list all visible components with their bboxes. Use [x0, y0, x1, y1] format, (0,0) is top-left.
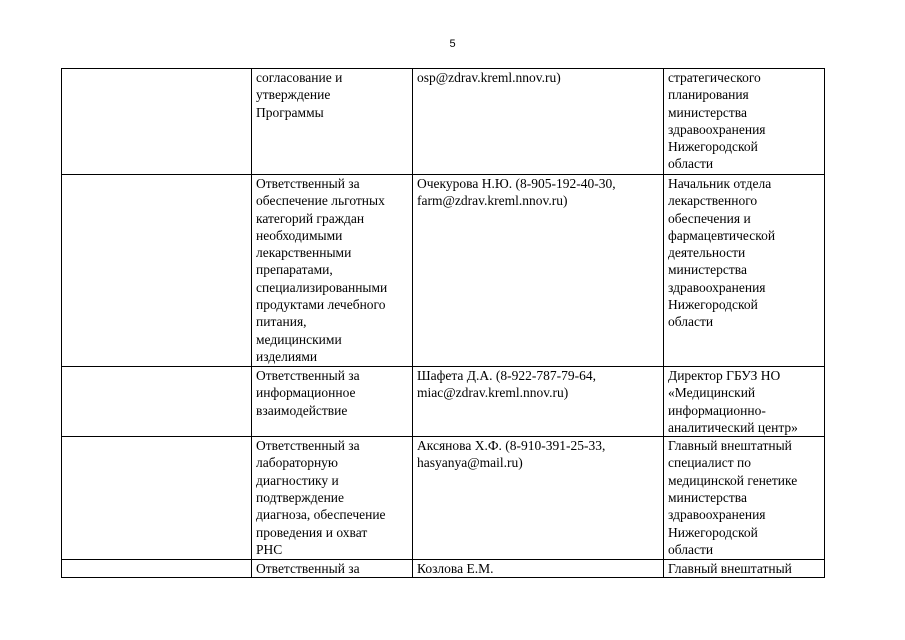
- cell-text-line: диагностику и: [256, 472, 339, 488]
- role-cell: [252, 437, 413, 560]
- cell-text-line: лекарственного: [668, 193, 758, 209]
- cell-text-line: взаимодействие: [256, 402, 348, 418]
- role-cell: [252, 560, 413, 578]
- cell-text-line: проведения и охват: [256, 524, 368, 540]
- table-row: [62, 560, 825, 578]
- cell-text-line: farm@zdrav.kreml.nnov.ru): [417, 193, 568, 209]
- cell-text-line: Шафета Д.А. (8-922-787-79-64,: [417, 368, 596, 383]
- cell-text-line: здравоохранения: [668, 121, 766, 137]
- cell-text-line: стратегического: [668, 70, 761, 85]
- contact-cell: [413, 560, 664, 578]
- cell-text-line: hasyanya@mail.ru): [417, 455, 523, 471]
- role-cell: [252, 175, 413, 367]
- cell-text-line: Нижегородской: [668, 297, 758, 313]
- cell-text-line: здравоохранения: [668, 507, 766, 523]
- cell-text-line: здравоохранения: [668, 279, 766, 295]
- cell-text-line: Очекурова Н.Ю. (8-905-192-40-30,: [417, 176, 616, 191]
- responsibility-table: [61, 68, 825, 578]
- cell-text-line: медицинской генетике: [668, 472, 798, 488]
- table-body: [62, 69, 825, 578]
- cell-text-line: Программы: [256, 104, 324, 120]
- cell-text-line: Главный внештатный: [668, 561, 792, 577]
- cell-text-line: специализированными: [256, 279, 388, 295]
- cell-text-line: Начальник отдела: [668, 176, 772, 191]
- cell-text-line: министерства: [668, 262, 747, 278]
- table-row: [62, 175, 825, 367]
- cell-text-line: miac@zdrav.kreml.nnov.ru): [417, 385, 569, 401]
- cell-text-line: Ответственный за: [256, 176, 360, 191]
- cell-text-line: области: [668, 541, 714, 557]
- contact-cell: [413, 367, 664, 437]
- position-cell: [664, 560, 825, 578]
- cell-text-line: продуктами лечебного: [256, 297, 386, 313]
- cell-text-line: лекарственными: [256, 245, 352, 261]
- cell-text-line: министерства: [668, 104, 747, 120]
- cell-text-line: Козлова Е.М.: [417, 561, 494, 577]
- cell-text-line: Директор ГБУЗ НО: [668, 368, 781, 383]
- cell-text-line: обеспечение льготных: [256, 193, 385, 209]
- cell-text-line: специалист по: [668, 455, 751, 471]
- empty-cell: [62, 175, 252, 367]
- table-row: [62, 69, 825, 175]
- cell-text-line: фармацевтической: [668, 227, 776, 243]
- table-row: [62, 437, 825, 560]
- position-cell: [664, 367, 825, 437]
- empty-cell: [62, 69, 252, 175]
- cell-text-line: Главный внештатный: [668, 438, 792, 454]
- empty-cell: [62, 437, 252, 560]
- cell-text-line: категорий граждан: [256, 210, 365, 226]
- cell-text-line: медицинскими: [256, 331, 342, 347]
- contact-cell: [413, 175, 664, 367]
- cell-text-line: Ответственный за: [256, 368, 360, 383]
- cell-text-line: лабораторную: [256, 455, 339, 471]
- cell-text-line: обеспечения и: [668, 210, 751, 226]
- cell-text-line: питания,: [256, 314, 307, 330]
- cell-text-line: Ответственный за: [256, 438, 360, 454]
- cell-text-line: утверждение: [256, 87, 331, 103]
- cell-text-line: Нижегородской: [668, 139, 758, 155]
- cell-text-line: аналитический центр»: [668, 419, 798, 435]
- cell-text-line: планирования: [668, 87, 749, 103]
- cell-text-line: деятельности: [668, 245, 746, 261]
- cell-text-line: изделиями: [256, 348, 318, 364]
- cell-text-line: подтверждение: [256, 490, 345, 506]
- position-cell: [664, 437, 825, 560]
- cell-text-line: osp@zdrav.kreml.nnov.ru): [417, 70, 561, 85]
- position-cell: [664, 69, 825, 175]
- cell-text-line: диагноза, обеспечение: [256, 507, 386, 523]
- cell-text-line: информационно-: [668, 402, 766, 418]
- role-cell: [252, 69, 413, 175]
- empty-cell: [62, 560, 252, 578]
- page-number: 5: [449, 38, 456, 50]
- contact-cell: [413, 437, 664, 560]
- cell-text-line: «Медицинский: [668, 385, 756, 401]
- cell-text-line: информационное: [256, 385, 356, 401]
- cell-text-line: Аксянова Х.Ф. (8-910-391-25-33,: [417, 438, 606, 454]
- empty-cell: [62, 367, 252, 437]
- cell-text-line: области: [668, 156, 714, 172]
- contact-cell: [413, 69, 664, 175]
- cell-text-line: препаратами,: [256, 262, 333, 278]
- position-cell: [664, 175, 825, 367]
- cell-text-line: согласование и: [256, 70, 343, 85]
- cell-text-line: Ответственный за: [256, 561, 360, 577]
- cell-text-line: необходимыми: [256, 227, 343, 243]
- table-row: [62, 367, 825, 437]
- cell-text-line: области: [668, 314, 714, 330]
- cell-text-line: Нижегородской: [668, 524, 758, 540]
- role-cell: [252, 367, 413, 437]
- cell-text-line: РНС: [256, 541, 283, 557]
- cell-text-line: министерства: [668, 490, 747, 506]
